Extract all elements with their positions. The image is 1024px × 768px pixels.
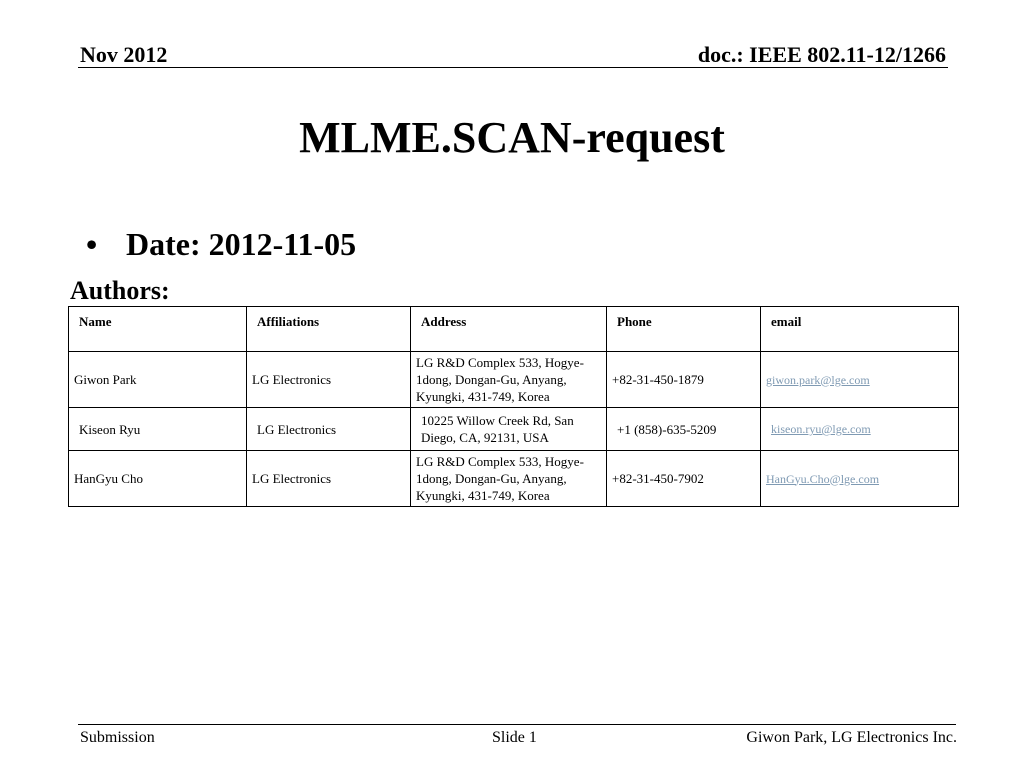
authors-table [68,306,959,507]
author-affiliation: LG Electronics [247,352,411,408]
footer-divider [78,724,956,725]
header-cell-phone: Phone [607,307,761,352]
author-email-cell [761,451,959,507]
footer-author: Giwon Park, LG Electronics Inc. [746,729,957,746]
author-phone: +82-31-450-7902 [607,451,761,507]
slide-title: MLME.SCAN-request [299,113,725,162]
header-cell-name: Name [69,307,247,352]
authors-label: Authors: [70,276,170,305]
author-email-cell [761,408,959,451]
author-name: HanGyu Cho [69,451,247,507]
table-row [69,408,959,451]
author-name: Giwon Park [69,352,247,408]
header-cell-affiliations: Affiliations [247,307,411,352]
header-date: Nov 2012 [80,42,168,67]
author-email-cell [761,352,959,408]
author-email-link[interactable]: kiseon.ryu@lge.com [771,422,871,436]
author-phone: +82-31-450-1879 [607,352,761,408]
author-address: 10225 Willow Creek Rd, San Diego, CA, 92131, USA [411,408,607,451]
header-cell-address: Address [411,307,607,352]
date-text: Date: 2012-11-05 [126,226,357,262]
header-cell-email: email [761,307,959,352]
author-email-link[interactable]: HanGyu.Cho@lge.com [766,471,880,486]
header-doc-id: doc.: IEEE 802.11-12/1266 [697,42,946,67]
author-affiliation: LG Electronics [247,408,411,451]
table-row [69,451,959,507]
author-phone: +1 (858)-635-5209 [607,408,761,451]
author-address: LG R&D Complex 533, Hogye-1dong, Dongan-Gu, Anyang, Kyungki, 431-749, Korea [411,352,607,408]
author-address: LG R&D Complex 533, Hogye-1dong, Dongan-Gu, Anyang, Kyungki, 431-749, Korea [411,451,607,507]
bullet-icon: • [86,226,98,262]
footer-submission: Submission [80,729,155,746]
author-name: Kiseon Ryu [69,408,247,451]
footer-slide-number: Slide 1 [492,729,537,746]
date-bullet [86,226,356,263]
table-header-row [69,307,959,352]
header-divider [78,67,948,68]
table-row [69,352,959,408]
author-affiliation: LG Electronics [247,451,411,507]
author-email-link[interactable]: giwon.park@lge.com [766,372,870,387]
